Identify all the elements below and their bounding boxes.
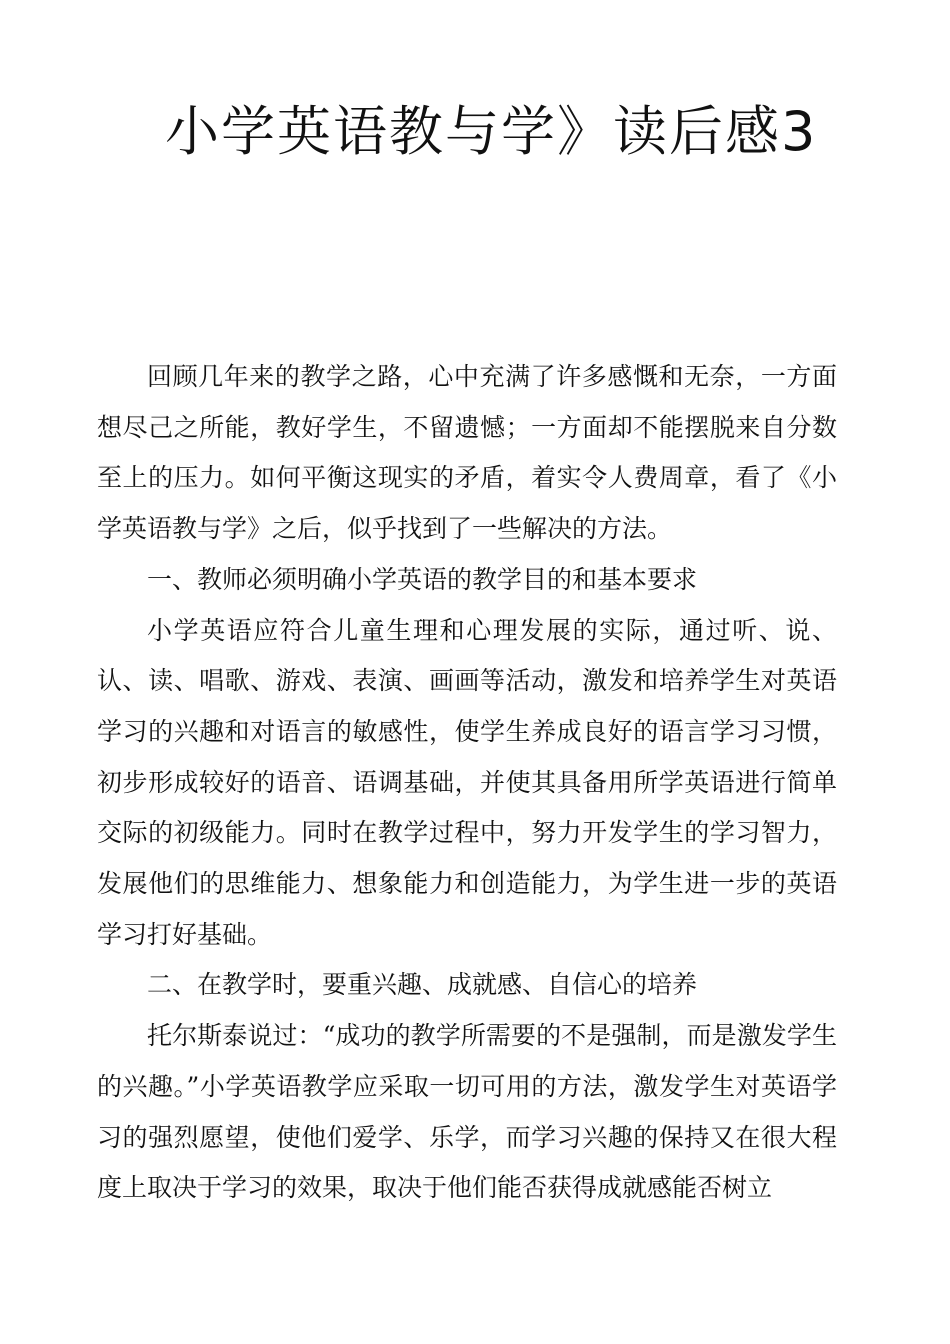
section-heading-2: 二、在教学时，要重兴趣、成就感、自信心的培养 (147, 970, 698, 1000)
document-body (97, 352, 837, 1214)
paragraph-section-2: 托尔斯泰说过：“成功的教学所需要的不是强制，而是激发学生的兴趣。”小学英语教学应采取一切可用的方法，激发学生对英语学习的强烈愿望，使他们爱学、乐学，而学习兴趣的保持又在很大程度上取决于学习的效果，取决于他们能否获得成就感能否树立 (97, 1021, 837, 1203)
document-title: 小学英语教与学》读后感3 (165, 100, 818, 163)
paragraph-intro: 回顾几年来的教学之路，心中充满了许多感慨和无奈，一方面想尽己之所能，教好学生，不留遗憾；一方面却不能摆脱来自分数至上的压力。如何平衡这现实的矛盾，着实令人费周章，看了《小学英语教与学》之后，似乎找到了一些解决的方法。 (97, 362, 837, 544)
paragraph-section-1: 小学英语应符合儿童生理和心理发展的实际，通过听、说、认、读、唱歌、游戏、表演、画画等活动，激发和培养学生对英语学习的兴趣和对语言的敏感性，使学生养成良好的语言学习习惯，初步形成较好的语音、语调基础，并使其具备用所学英语进行简单交际的初级能力。同时在教学过程中，努力开发学生的学习智力，发展他们的思维能力、想象能力和创造能力，为学生进一步的英语学习打好基础。 (97, 615, 837, 949)
section-heading-1: 一、教师必须明确小学英语的教学目的和基本要求 (147, 564, 698, 594)
